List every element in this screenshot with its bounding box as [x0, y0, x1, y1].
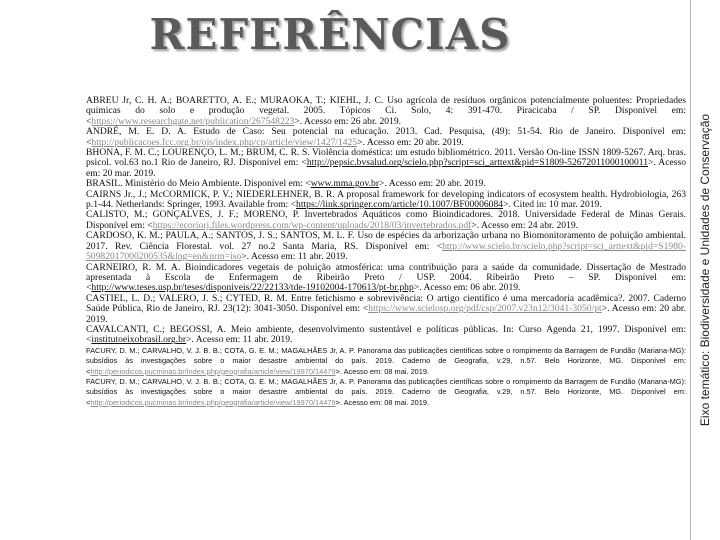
reference-text: FACURY, D. M.; CARVALHO, V. J. B. B.; COTA, G. E. M.; MAGALHÃES Jr, A. P. Panorama das publicações científicas sobre o rompimento da Barragem de Fundão (Mariana-MG): subsídios às investigações sobre o maior desastre ambiental do país. 2019. Caderno de Geografia, v.29, n.57. Belo Horizonte, MG. Disponível em: <: [86, 345, 686, 376]
reference-link[interactable]: http://publicacoes.fcc.org.br/ojs/index.php/cp/article/view/1427/1425: [91, 136, 358, 148]
reference-access-date: >. Acesso em: 26 abr. 2019.: [294, 115, 402, 127]
reference-link[interactable]: https://ecoriorj.files.wordpress.com/wp-content/uploads/2018/03/invertebrados.pdf: [152, 219, 472, 231]
reference-access-date: >. Acesso em: 08 mai. 2019.: [335, 397, 430, 407]
reference-link[interactable]: https://link.springer.com/article/10.1007/BF00006084: [296, 199, 504, 211]
reference-access-date: >. Acesso em: 24 abr. 2019.: [471, 219, 579, 231]
reference-access-date: >. Acesso em: 08 mai. 2019.: [335, 366, 430, 376]
reference-access-date: >. Acesso em: 20 abr. 2019.: [379, 178, 486, 190]
reference-item: [86, 346, 686, 377]
reference-text: CASTIEL, L. D.; VALERO, J. S.; CYTED, R. M. Entre fetichismo e sobrevivência: O artigo científico é uma mercadoria acadêmica?. 2007. Caderno Saúde Pública, Rio de Janeiro, RJ. 23(12): 3041-3050. Disponível em: <: [86, 292, 686, 315]
reference-link[interactable]: institutoeixobrasil.org.br: [91, 334, 187, 346]
reference-text: BRASIL. Ministério do Meio Ambiente. Disponível em: <: [86, 178, 311, 190]
page-title: REFERÊNCIAS: [149, 10, 511, 59]
reference-item: [86, 294, 686, 325]
reference-item: [86, 377, 686, 408]
reference-link[interactable]: http://www.teses.usp.br/teses/disponiveis/22/22133/tde-19102004-170613/pt-br.php: [91, 282, 414, 294]
reference-access-date: >. Acesso em: 11 abr. 2019.: [241, 251, 348, 263]
reference-link[interactable]: http://periodicos.pucminas.br/index.php/geografia/article/view/19970/14479: [90, 366, 336, 376]
reference-text: CARDOSO, K. M.; PAULA, A.; SANTOS, J. S.; SANTOS, M. L. F. Uso de espécies da arborização urbana no Biomonitoramento de poluição ambiental. 2017. Rev. Ciência Florestal. vol. 27 no.2 Santa Maria, RS. Disponível em: <: [86, 230, 686, 252]
reference-text: BHONA, F. M. C.; LOURENÇO, L. M.; BRUM, C. R. S. Violência doméstica: um estudo bibliométrico. 2011. Versão On-line ISSN 1809-5267. Arq. bras. psicol. vol.63 no.1 Rio de Janeiro, RJ. Disponível em: <: [86, 147, 686, 169]
reference-link[interactable]: www.mma.gov.br: [310, 178, 380, 190]
reference-item: [86, 148, 686, 179]
reference-item: [86, 325, 686, 346]
reference-text: FACURY, D. M.; CARVALHO, V. J. B. B.; COTA, G. E. M.; MAGALHÃES Jr, A. P. Panorama das publicações científicas sobre o rompimento da Barragem de Fundão (Mariana-MG): subsídios às investigações sobre o maior desastre ambiental do país. 2019. Caderno de Geografia, v.29, n.57. Belo Horizonte, MG. Disponível em: <: [86, 376, 686, 407]
reference-access-date: >. Acesso em: 20 abr. 2019.: [86, 303, 686, 325]
reference-text: CARNEIRO, R. M. A. Bioindicadores vegetais de poluição atmosférica: uma contribuição para a saúde da comunidade. Dissertação de Mestrado apresentada à Escola de Enfermagem de Ribeirão Preto / USP. 2004. Ribeirão Preto – SP. Disponível em: <: [86, 261, 686, 294]
reference-access-date: >. Cited in: 10 mar. 2019.: [503, 199, 602, 211]
reference-access-date: >. Acesso em: 20 mar. 2019.: [86, 157, 686, 179]
reference-item: [86, 231, 686, 262]
sidebar-theme-label: Eixo temático: Biodiversidade e Unidades de Conservação: [698, 113, 712, 427]
reference-link[interactable]: https://www.researchgate.net/publication/267548223: [91, 115, 295, 127]
reference-access-date: >. Acesso em: 11 abr. 2019.: [186, 334, 293, 346]
reference-text: CAIRNS Jr., J.; McCORMICK, P. V.; NIEDERLEHNER, B. R. A proposal framework for developing indicators of ecosystem health. Hydrobiologia, 263 p.1-44. Netherlands: Springer, 1993. Available from: <: [86, 188, 686, 211]
reference-text: ANDRÉ, M. E. D. A. Estudo de Caso: Seu potencial na educação. 2013. Cad. Pesquisa, (49): 51-54. Rio de Janeiro. Disponível em: <: [86, 126, 686, 148]
reference-item: [86, 127, 686, 148]
reference-access-date: >. Acesso em: 06 abr. 2019.: [413, 282, 521, 294]
reference-item: [86, 96, 686, 127]
reference-text: CALISTO, M.; GONÇALVES, J. F.; MORENO, P. Invertebrados Aquáticos como Bioindicadores. 2018. Universidade Federal de Minas Gerais. Disponível em: <: [86, 209, 686, 231]
reference-item: [86, 263, 686, 294]
reference-link[interactable]: https://www.scielosp.org/pdf/csp/2007.v23n12/3041-3050/pt: [368, 303, 602, 315]
reference-access-date: >. Acesso em: 20 abr. 2019.: [357, 136, 464, 148]
reference-link[interactable]: http://periodicos.pucminas.br/index.php/geografia/article/view/19970/14479: [90, 397, 336, 407]
reference-link[interactable]: http://www.scielo.br/scielo.php?script=sci_arttext&pid=S1980-50982017000200535&lng=en&nrm=iso: [86, 240, 686, 263]
reference-item: [86, 210, 686, 231]
reference-item: [86, 190, 686, 211]
reference-text: ABREU Jr, C. H. A.; BOARETTO, A. E.; MURAOKA, T.; KIEHL, J. C. Uso agrícola de resíduos orgânicos potencialmente poluentes: Propriedades químicas do solo e produção vegetal. 2005. Tópicos Ci. Solo, 4: 391-470. Piracicaba / SP. Disponível em: <: [86, 96, 686, 127]
reference-text: CAVALCANTI, C.; BEGOSSI, A. Meio ambiente, desenvolvimento sustentável e políticas públicas. In: Curso Agenda 21, 1997. Disponível em: <: [86, 323, 686, 346]
reference-list: [86, 96, 686, 540]
reference-link[interactable]: http://pepsic.bvsalud.org/scielo.php?script=sci_arttext&pid=S1809-52672011000100011: [306, 157, 648, 169]
